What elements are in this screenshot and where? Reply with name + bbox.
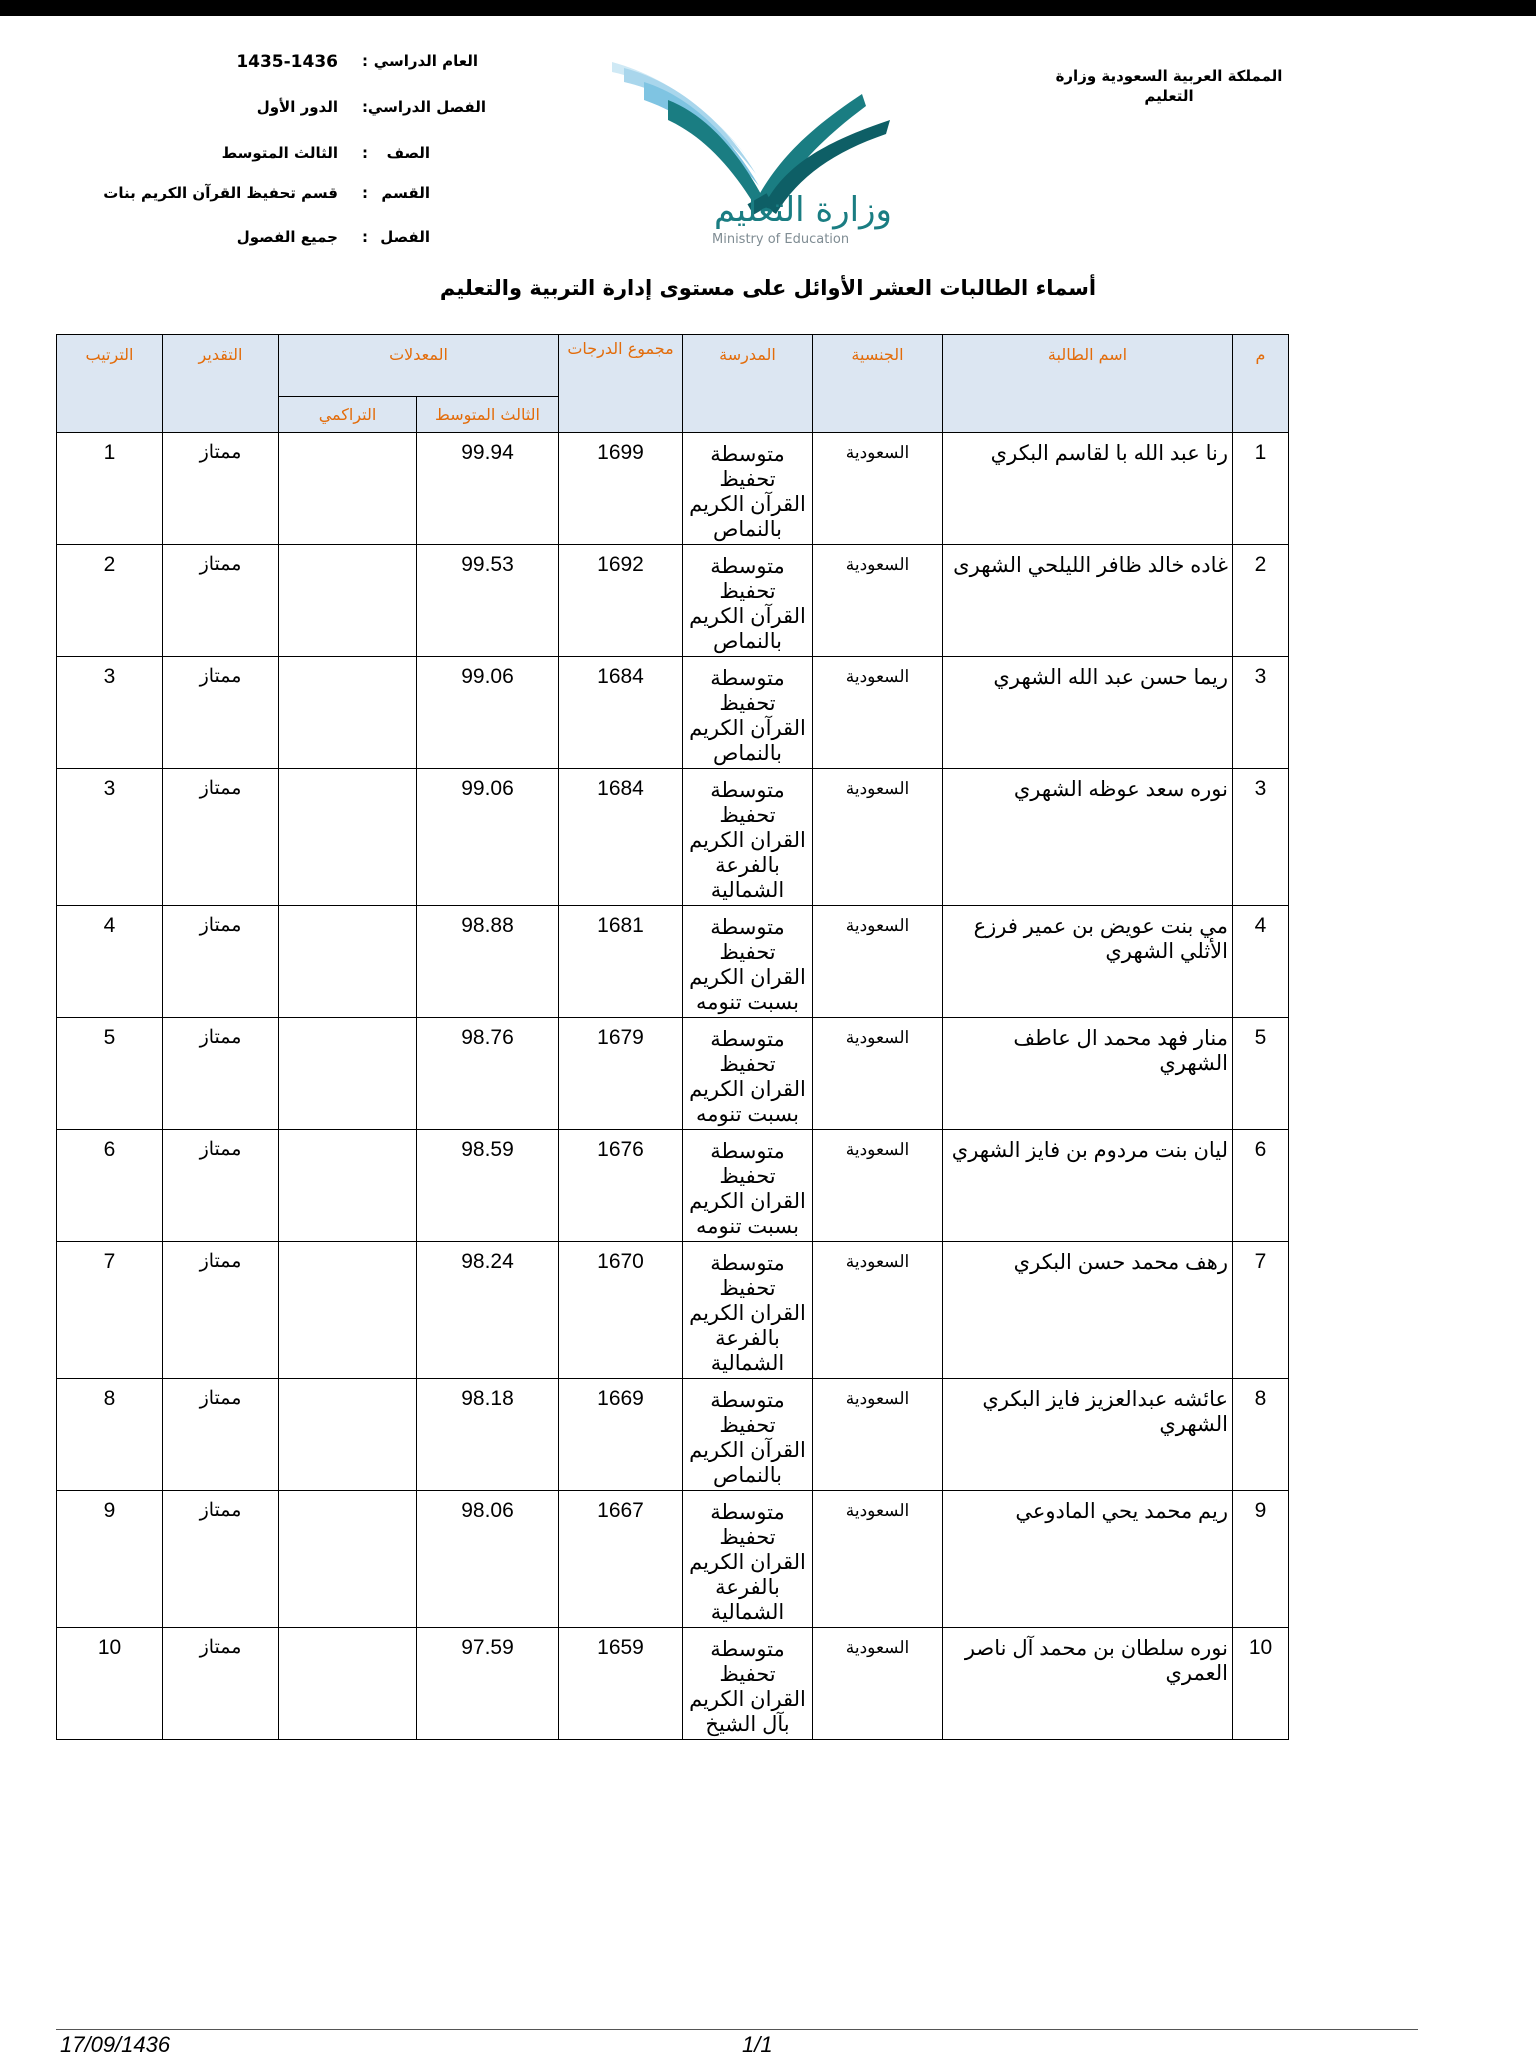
cell-rank: 1: [57, 433, 163, 545]
cell-row-index: 5: [1233, 1018, 1289, 1130]
info-value-term: الدور الأول: [256, 98, 338, 116]
cell-total-score: 1684: [559, 769, 683, 906]
cell-row-index: 10: [1233, 1628, 1289, 1740]
footer-date: 17/09/1436: [60, 2032, 171, 2057]
top-black-bar: [0, 0, 1536, 16]
table-row: [57, 1130, 1289, 1242]
cell-third-middle-average: 98.18: [417, 1379, 559, 1491]
cell-nationality: السعودية: [813, 1242, 943, 1379]
table-row: [57, 769, 1289, 906]
cell-row-index: 2: [1233, 545, 1289, 657]
header-grade: التقدير: [163, 335, 279, 433]
cell-third-middle-average: 98.88: [417, 906, 559, 1018]
cell-school-name: متوسطة تحفيظ القران الكريم بسبت تنومه: [683, 1018, 813, 1130]
cell-grade: ممتاز: [163, 1242, 279, 1379]
cell-school-name: متوسطة تحفيظ القرآن الكريم بالنماص: [683, 1379, 813, 1491]
cell-total-score: 1699: [559, 433, 683, 545]
cell-total-score: 1692: [559, 545, 683, 657]
cell-total-score: 1659: [559, 1628, 683, 1740]
cell-school-name: متوسطة تحفيظ القرآن الكريم بالنماص: [683, 657, 813, 769]
cell-row-index: 4: [1233, 906, 1289, 1018]
header-cumulative: التراكمي: [279, 397, 417, 433]
cell-school-name: متوسطة تحفيظ القران الكريم بسبت تنومه: [683, 1130, 813, 1242]
info-colon: :: [362, 184, 368, 202]
cell-third-middle-average: 98.76: [417, 1018, 559, 1130]
info-label-term: الفصل الدراسي: [367, 98, 486, 116]
header-total: مجموع الدرجات: [559, 335, 683, 433]
info-colon: :: [362, 98, 368, 116]
cell-nationality: السعودية: [813, 1379, 943, 1491]
table-row: [57, 906, 1289, 1018]
cell-row-index: 3: [1233, 769, 1289, 906]
cell-cumulative-average: [279, 1379, 417, 1491]
cell-rank: 3: [57, 769, 163, 906]
cell-total-score: 1669: [559, 1379, 683, 1491]
header-averages: المعدلات: [279, 335, 559, 397]
cell-student-name: ريما حسن عبد الله الشهري: [943, 657, 1233, 769]
cell-cumulative-average: [279, 769, 417, 906]
cell-cumulative-average: [279, 1628, 417, 1740]
cell-rank: 9: [57, 1491, 163, 1628]
header-index: م: [1233, 335, 1289, 433]
header-rank: الترتيب: [57, 335, 163, 433]
ministry-logo: [604, 56, 894, 256]
cell-total-score: 1679: [559, 1018, 683, 1130]
cell-row-index: 6: [1233, 1130, 1289, 1242]
cell-school-name: متوسطة تحفيظ القران الكريم بالفرعة الشمالية: [683, 1491, 813, 1628]
footer-page-number: 1/1: [742, 2032, 773, 2057]
header-third-middle: الثالث المتوسط: [417, 397, 559, 433]
info-colon: :: [362, 52, 368, 70]
info-value-department: قسم تحفيظ القرآن الكريم بنات: [103, 184, 338, 202]
cell-cumulative-average: [279, 906, 417, 1018]
cell-cumulative-average: [279, 657, 417, 769]
table-row: [57, 1379, 1289, 1491]
cell-rank: 7: [57, 1242, 163, 1379]
cell-student-name: ريم محمد يحي المادوعي: [943, 1491, 1233, 1628]
cell-grade: ممتاز: [163, 545, 279, 657]
cell-school-name: متوسطة تحفيظ القران الكريم بآل الشيخ: [683, 1628, 813, 1740]
table-body: [57, 433, 1289, 1740]
cell-row-index: 8: [1233, 1379, 1289, 1491]
cell-third-middle-average: 99.94: [417, 433, 559, 545]
cell-cumulative-average: [279, 1018, 417, 1130]
cell-rank: 4: [57, 906, 163, 1018]
header-name: اسم الطالبة: [943, 335, 1233, 433]
cell-third-middle-average: 99.06: [417, 769, 559, 906]
table-row: [57, 433, 1289, 545]
logo-english-text: Ministry of Education: [712, 232, 850, 247]
cell-grade: ممتاز: [163, 906, 279, 1018]
header-school: المدرسة: [683, 335, 813, 433]
cell-grade: ممتاز: [163, 1018, 279, 1130]
cell-cumulative-average: [279, 1130, 417, 1242]
cell-third-middle-average: 98.59: [417, 1130, 559, 1242]
cell-rank: 3: [57, 657, 163, 769]
cell-total-score: 1676: [559, 1130, 683, 1242]
cell-third-middle-average: 99.06: [417, 657, 559, 769]
cell-nationality: السعودية: [813, 906, 943, 1018]
cell-grade: ممتاز: [163, 1628, 279, 1740]
cell-rank: 2: [57, 545, 163, 657]
info-label-grade: الصف: [386, 144, 430, 162]
table-row: [57, 1628, 1289, 1740]
cell-total-score: 1670: [559, 1242, 683, 1379]
info-value-class: جميع الفصول: [236, 228, 338, 246]
cell-student-name: منار فهد محمد ال عاطف الشهري: [943, 1018, 1233, 1130]
cell-school-name: متوسطة تحفيظ القران الكريم بالفرعة الشمالية: [683, 1242, 813, 1379]
cell-nationality: السعودية: [813, 1491, 943, 1628]
cell-total-score: 1681: [559, 906, 683, 1018]
info-label-class: الفصل: [380, 228, 430, 246]
cell-nationality: السعودية: [813, 769, 943, 906]
info-colon: :: [362, 144, 368, 162]
info-label-year: العام الدراسي: [373, 52, 478, 70]
cell-cumulative-average: [279, 545, 417, 657]
info-colon: :: [362, 228, 368, 246]
info-label-department: القسم: [381, 184, 430, 202]
table-row: [57, 1491, 1289, 1628]
cell-nationality: السعودية: [813, 657, 943, 769]
logo-arabic-text: وزارة التعليم: [714, 190, 892, 230]
cell-nationality: السعودية: [813, 433, 943, 545]
table-row: [57, 1018, 1289, 1130]
cell-rank: 5: [57, 1018, 163, 1130]
cell-student-name: رنا عبد الله با لقاسم البكري: [943, 433, 1233, 545]
cell-rank: 6: [57, 1130, 163, 1242]
page-title: أسماء الطالبات العشر الأوائل على مستوى إدارة التربية والتعليم: [439, 276, 1097, 300]
cell-grade: ممتاز: [163, 1379, 279, 1491]
table-row: [57, 545, 1289, 657]
info-value-year: 1435-1436: [236, 52, 338, 72]
cell-grade: ممتاز: [163, 769, 279, 906]
cell-third-middle-average: 99.53: [417, 545, 559, 657]
cell-nationality: السعودية: [813, 545, 943, 657]
cell-row-index: 3: [1233, 657, 1289, 769]
cell-student-name: غاده خالد ظافر الليلحي الشهرى: [943, 545, 1233, 657]
cell-cumulative-average: [279, 433, 417, 545]
info-value-grade: الثالث المتوسط: [221, 144, 338, 162]
table-row: [57, 657, 1289, 769]
cell-grade: ممتاز: [163, 1491, 279, 1628]
cell-student-name: عائشه عبدالعزيز فايز البكري الشهري: [943, 1379, 1233, 1491]
header-nationality: الجنسية: [813, 335, 943, 433]
cell-third-middle-average: 97.59: [417, 1628, 559, 1740]
cell-cumulative-average: [279, 1242, 417, 1379]
ministry-name: المملكة العربية السعودية وزارة التعليم: [1055, 67, 1283, 105]
cell-student-name: مي بنت عويض بن عمير فرزع الأثلي الشهري: [943, 906, 1233, 1018]
cell-nationality: السعودية: [813, 1628, 943, 1740]
cell-student-name: رهف محمد حسن البكري: [943, 1242, 1233, 1379]
cell-grade: ممتاز: [163, 657, 279, 769]
table-row: [57, 1242, 1289, 1379]
cell-total-score: 1684: [559, 657, 683, 769]
cell-student-name: ليان بنت مردوم بن فايز الشهري: [943, 1130, 1233, 1242]
cell-nationality: السعودية: [813, 1018, 943, 1130]
cell-school-name: متوسطة تحفيظ القران الكريم بالفرعة الشمالية: [683, 769, 813, 906]
cell-student-name: نوره سلطان بن محمد آل ناصر العمري: [943, 1628, 1233, 1740]
cell-nationality: السعودية: [813, 1130, 943, 1242]
footer-divider: [56, 2029, 1418, 2030]
cell-school-name: متوسطة تحفيظ القرآن الكريم بالنماص: [683, 433, 813, 545]
cell-row-index: 1: [1233, 433, 1289, 545]
cell-rank: 10: [57, 1628, 163, 1740]
cell-third-middle-average: 98.24: [417, 1242, 559, 1379]
cell-cumulative-average: [279, 1491, 417, 1628]
cell-student-name: نوره سعد عوظه الشهري: [943, 769, 1233, 906]
cell-grade: ممتاز: [163, 433, 279, 545]
cell-grade: ممتاز: [163, 1130, 279, 1242]
cell-third-middle-average: 98.06: [417, 1491, 559, 1628]
cell-school-name: متوسطة تحفيظ القرآن الكريم بالنماص: [683, 545, 813, 657]
cell-row-index: 9: [1233, 1491, 1289, 1628]
cell-school-name: متوسطة تحفيظ القران الكريم بسبت تنومه: [683, 906, 813, 1018]
cell-rank: 8: [57, 1379, 163, 1491]
top-students-table: [56, 334, 1289, 1740]
cell-total-score: 1667: [559, 1491, 683, 1628]
cell-row-index: 7: [1233, 1242, 1289, 1379]
